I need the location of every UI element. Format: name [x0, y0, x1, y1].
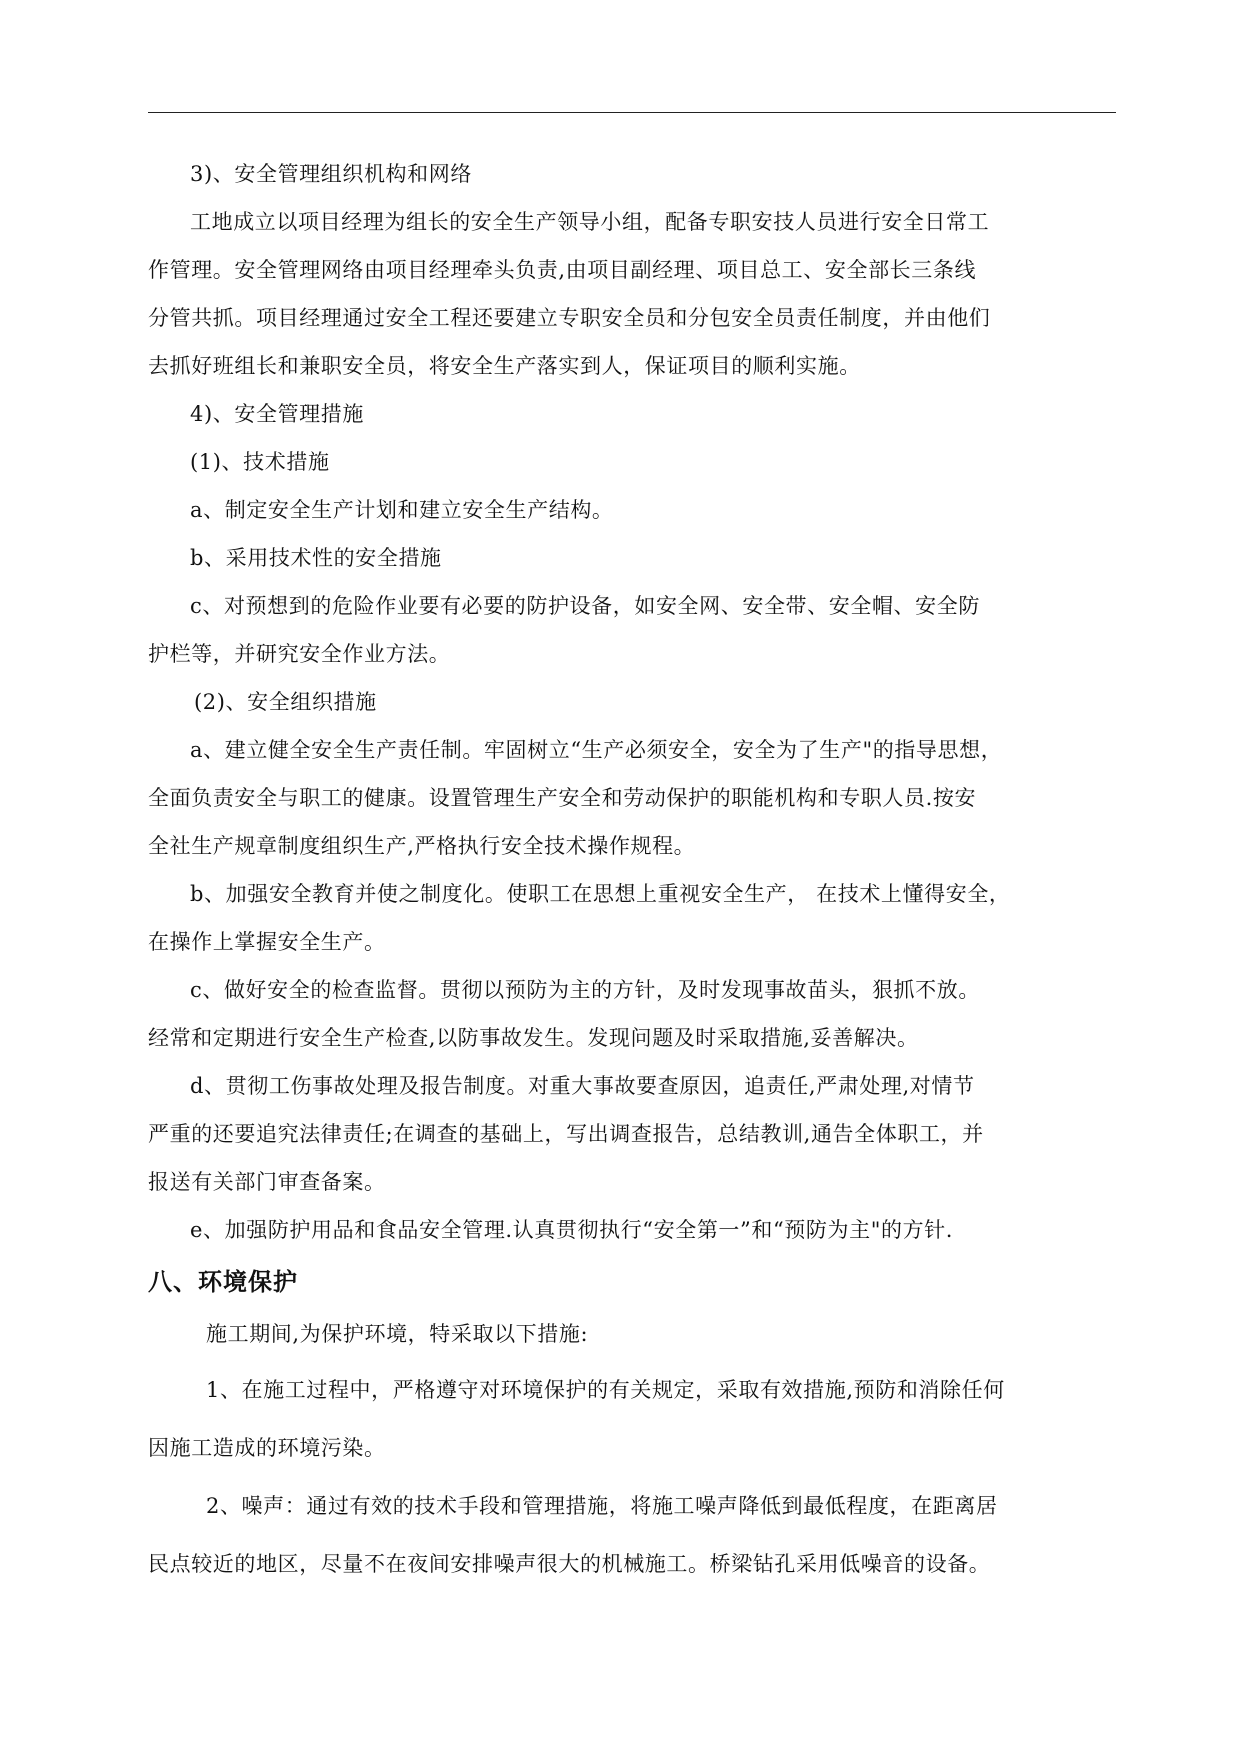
- text-line: 在操作上掌握安全生产。: [148, 930, 386, 954]
- environment-intro: 施工期间,为保护环境，特采取以下措施:: [206, 1322, 589, 1346]
- subheading-org-network: 3)、安全管理组织机构和网络: [190, 162, 472, 186]
- environment-item-2: [148, 1482, 1116, 1588]
- paragraph-org-network: [148, 198, 1116, 390]
- text-line: b、加强安全教育并使之制度化。使职工在思想上重视安全生产， 在技术上懂得安全，: [190, 882, 1011, 906]
- text-line: c、做好安全的检查监督。贯彻以预防为主的方针，及时发现事故苗头，狠抓不放。: [190, 978, 980, 1002]
- item-d-organizational: [148, 1062, 1116, 1206]
- text-line: 民点较近的地区，尽量不在夜间安排噪声很大的机械施工。桥梁钻孔采用低噪音的设备。: [148, 1552, 991, 1576]
- text-line: 去抓好班组长和兼职安全员，将安全生产落实到人，保证项目的顺利实施。: [148, 354, 861, 378]
- text-line: 护栏等，并研究安全作业方法。: [148, 642, 451, 666]
- text-line: 作管理。安全管理网络由项目经理牵头负责,由项目副经理、项目总工、安全部长三条线: [148, 258, 977, 282]
- item-a-technical: a、制定安全生产计划和建立安全生产结构。: [190, 498, 614, 522]
- item-b-organizational: [148, 870, 1116, 966]
- section-heading-environment: 八、环境保护: [148, 1268, 298, 1296]
- text-line: 全面负责安全与职工的健康。设置管理生产安全和劳动保护的职能机构和专职人员.按安: [148, 786, 977, 810]
- text-line: 工地成立以项目经理为组长的安全生产领导小组，配备专职安技人员进行安全日常工: [190, 210, 990, 234]
- subheading-organizational-measures: (2)、安全组织措施: [194, 690, 377, 714]
- text-line: d、贯彻工伤事故处理及报告制度。对重大事故要查原因，追责任,严肃处理,对情节: [190, 1074, 975, 1098]
- text-line: a、建立健全安全生产责任制。牢固树立“生产必须安全，安全为了生产"的指导思想，: [190, 738, 1003, 762]
- text-line: 经常和定期进行安全生产检查,以防事故发生。发现问题及时采取措施,妥善解决。: [148, 1026, 919, 1050]
- text-line: 全社生产规章制度组织生产,严格执行安全技术操作规程。: [148, 834, 696, 858]
- item-a-organizational: [148, 726, 1116, 870]
- item-b-technical: b、采用技术性的安全措施: [190, 546, 442, 570]
- document-body: [148, 150, 1116, 1588]
- item-e-organizational: e、加强防护用品和食品安全管理.认真贯彻执行“安全第一”和“预防为主"的方针.: [190, 1218, 954, 1242]
- subheading-technical-measures: (1)、技术措施: [190, 450, 330, 474]
- text-line: 严重的还要追究法律责任;在调查的基础上，写出调查报告，总结教训,通告全体职工，并: [148, 1122, 984, 1146]
- header-rule: [148, 112, 1116, 113]
- subheading-safety-measures: 4)、安全管理措施: [190, 402, 364, 426]
- item-c-technical: [148, 582, 1116, 678]
- text-line: 因施工造成的环境污染。: [148, 1436, 386, 1460]
- text-line: c、对预想到的危险作业要有必要的防护设备，如安全网、安全带、安全帽、安全防: [190, 594, 980, 618]
- text-line: 报送有关部门审查备案。: [148, 1170, 386, 1194]
- text-line: 2、噪声：通过有效的技术手段和管理措施，将施工噪声降低到最低程度，在距离居: [206, 1494, 998, 1518]
- environment-item-1: [148, 1366, 1116, 1472]
- text-line: 分管共抓。项目经理通过安全工程还要建立专职安全员和分包安全员责任制度，并由他们: [148, 306, 991, 330]
- item-c-organizational: [148, 966, 1116, 1062]
- text-line: 1、在施工过程中，严格遵守对环境保护的有关规定，采取有效措施,预防和消除任何: [206, 1378, 1005, 1402]
